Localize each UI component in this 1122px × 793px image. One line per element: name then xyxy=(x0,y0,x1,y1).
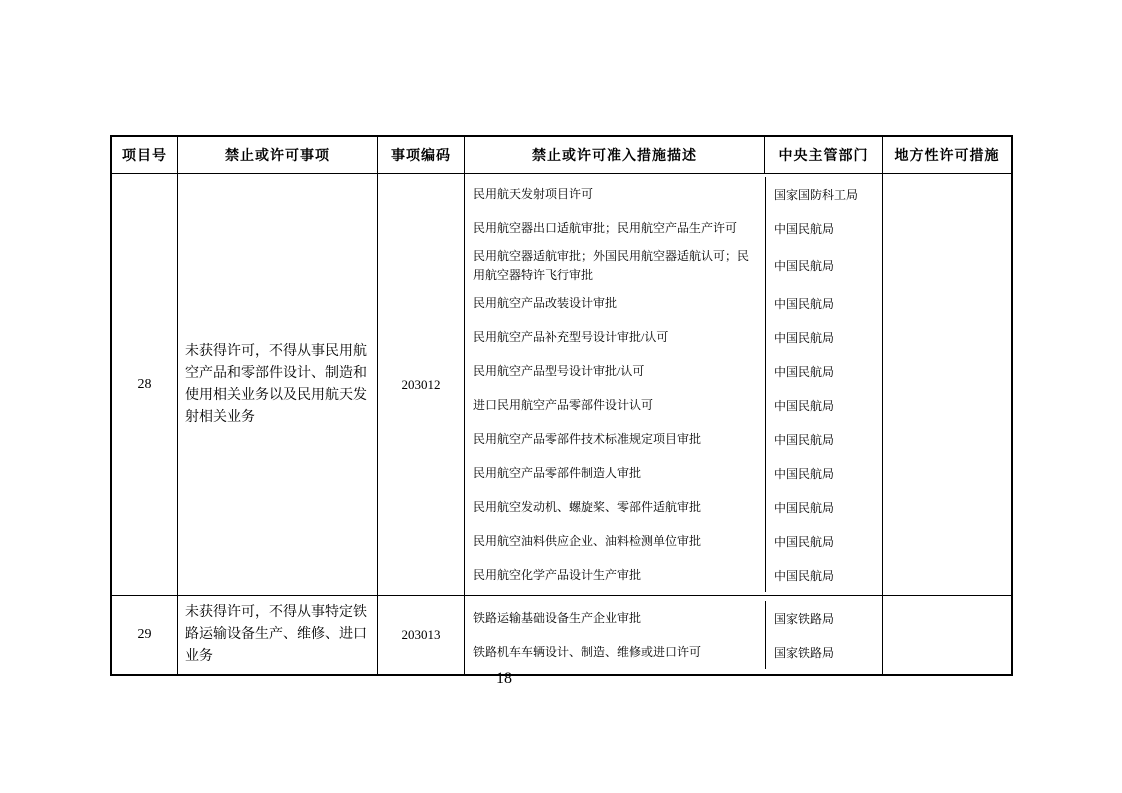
measure-desc: 铁路机车车辆设计、制造、维修或进口许可 xyxy=(473,644,702,659)
page-number: 18 xyxy=(496,670,512,687)
measure-row xyxy=(465,524,882,558)
measure-dept: 中国民航局 xyxy=(765,320,883,354)
measure-desc: 民用航空器出口适航审批；民用航空产品生产许可 xyxy=(473,220,738,235)
header-cell-central-department: 中央主管部门 xyxy=(765,137,883,173)
measure-row xyxy=(465,177,882,211)
measure-row xyxy=(465,354,882,388)
header-cell-measure-description: 禁止或许可准入措施描述 xyxy=(465,137,765,173)
measure-dept: 中国民航局 xyxy=(765,245,883,286)
measure-desc: 民用航空器适航审批；外国民用航空器适航认可；民用航空器特许飞行审批 xyxy=(473,249,750,282)
measure-dept: 中国民航局 xyxy=(765,211,883,245)
measure-dept: 国家铁路局 xyxy=(765,601,883,635)
measure-dept: 中国民航局 xyxy=(765,456,883,490)
measure-dept: 中国民航局 xyxy=(765,286,883,320)
header-cell-prohibited-or-licensed-matter: 禁止或许可事项 xyxy=(178,137,378,173)
table-row xyxy=(112,596,1011,674)
header-cell-item-number: 项目号 xyxy=(112,137,178,173)
code-cell: 203012 xyxy=(378,174,465,595)
row-id-cell: 29 xyxy=(112,596,178,674)
measure-row xyxy=(465,388,882,422)
measure-dept: 国家铁路局 xyxy=(765,635,883,669)
measure-row xyxy=(465,320,882,354)
measure-desc: 民用航空发动机、螺旋桨、零部件适航审批 xyxy=(473,499,702,514)
measure-row xyxy=(465,422,882,456)
measure-row xyxy=(465,601,882,635)
measures-cell xyxy=(465,174,883,595)
measure-dept: 中国民航局 xyxy=(765,524,883,558)
table-row xyxy=(112,174,1011,596)
item-cell xyxy=(178,174,378,595)
measure-desc: 民用航空产品零部件技术标准规定项目审批 xyxy=(473,431,702,446)
measure-dept: 中国民航局 xyxy=(765,422,883,456)
measure-desc: 民用航天发射项目许可 xyxy=(473,186,594,201)
measure-desc: 进口民用航空产品零部件设计认可 xyxy=(473,397,654,412)
measure-row xyxy=(465,456,882,490)
local-measures-cell xyxy=(883,174,1011,595)
measure-desc: 民用航空产品零部件制造人审批 xyxy=(473,465,642,480)
measure-dept: 中国民航局 xyxy=(765,388,883,422)
measures-cell xyxy=(465,596,883,674)
measure-row xyxy=(465,490,882,524)
table-header-row xyxy=(112,137,1011,174)
measure-desc: 民用航空油料供应企业、油料检测单位审批 xyxy=(473,533,702,548)
measure-dept: 中国民航局 xyxy=(765,490,883,524)
row-id-cell: 28 xyxy=(112,174,178,595)
measure-row xyxy=(465,286,882,320)
measure-row xyxy=(465,211,882,245)
table-body xyxy=(112,174,1011,674)
item-cell xyxy=(178,596,378,674)
header-cell-local-measures: 地方性许可措施 xyxy=(894,149,1000,164)
measure-row xyxy=(465,245,882,286)
measure-row xyxy=(465,558,882,592)
code-cell: 203013 xyxy=(378,596,465,674)
negative-list-table xyxy=(110,135,1013,676)
item-text: 未获得许可，不得从事特定铁路运输设备生产、维修、进口业务 xyxy=(185,605,367,665)
local-measures-cell xyxy=(883,596,1011,674)
measure-dept: 中国民航局 xyxy=(765,354,883,388)
header-cell-matter-code: 事项编码 xyxy=(378,137,465,173)
measure-desc: 铁路运输基础设备生产企业审批 xyxy=(473,610,642,625)
measure-desc: 民用航空产品型号设计审批/认可 xyxy=(473,363,645,378)
item-text: 未获得许可，不得从事民用航空产品和零部件设计、制造和使用相关业务以及民用航天发射相关业务 xyxy=(185,343,367,425)
measure-desc: 民用航空产品补充型号设计审批/认可 xyxy=(473,329,669,344)
measure-row xyxy=(465,635,882,669)
measure-dept: 中国民航局 xyxy=(765,558,883,592)
measure-desc: 民用航空产品改装设计审批 xyxy=(473,295,618,310)
measure-desc: 民用航空化学产品设计生产审批 xyxy=(473,567,642,582)
measure-dept: 国家国防科工局 xyxy=(765,177,883,211)
